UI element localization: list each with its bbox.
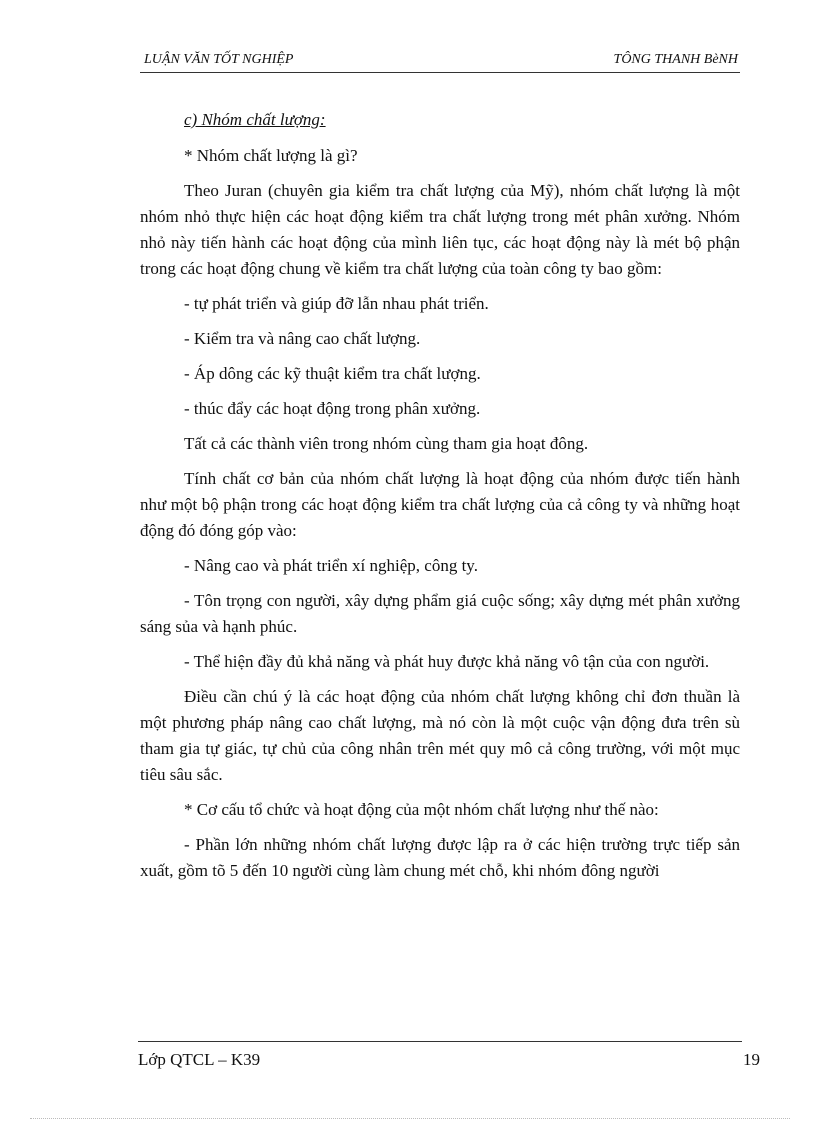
header-author-name: TÔNG THANH BèNH [613,52,738,67]
list-item: - Phần lớn những nhóm chất lượng được lập ra ở các hiện trường trực tiếp sản xuất, gồm tõ 5 đến 10 người cùng làm chung mét chỗ, khi nhóm đông người [140,835,740,880]
body-paragraph: Tính chất cơ bản của nhóm chất lượng là hoạt động của nhóm được tiến hành như một bộ phận trong các hoạt động kiểm tra chất lượng của cả công ty và những hoạt động đó đóng góp vào: [140,469,740,540]
question-paragraph: * Nhóm chất lượng là gì? [184,146,358,165]
page-number: 19 [743,1050,760,1069]
list-item: - Tôn trọng con người, xây dựng phẩm giá cuộc sống; xây dựng mét phân xưởng sáng sủa và hạnh phúc. [140,591,740,636]
footer-divider [138,1041,742,1042]
footer-class-label: Lớp QTCL – K39 [138,1050,261,1069]
question-paragraph: * Cơ cấu tổ chức và hoạt động của một nhóm chất lượng như thế nào: [184,800,659,819]
page-bottom-divider [30,1118,790,1119]
list-item: - Áp dông các kỹ thuật kiểm tra chất lượng. [184,364,481,383]
body-paragraph: Theo Juran (chuyên gia kiểm tra chất lượng của Mỹ), nhóm chất lượng là một nhóm nhỏ thực hiện các hoạt động kiểm tra chất lượng trong mét phân xưởng. Nhóm nhỏ này tiến hành các hoạt động của mình liên tục, các hoạt động này là mét bộ phận trong các hoạt động chung về kiểm tra chất lượng của toàn công ty bao gồm: [140,181,740,278]
document-body [140,107,740,893]
page-header [140,50,740,73]
list-item: - thúc đẩy các hoạt động trong phân xưởng. [184,399,481,418]
body-paragraph: Tất cả các thành viên trong nhóm cùng tham gia hoạt đông. [184,434,589,453]
list-item: - Nâng cao và phát triển xí nghiệp, công ty. [184,556,478,575]
body-paragraph: Điều cần chú ý là các hoạt động của nhóm chất lượng không chỉ đơn thuần là một phương pháp nâng cao chất lượng, mà nó còn là một cuộc vận động đưa trên sù tham gia tự giác, tự chủ của công nhân trên mét quy mô cả công trường, với một mục tiêu sâu sắc. [140,687,740,784]
list-item: - Thể hiện đầy đủ khả năng và phát huy được khả năng vô tận của con người. [184,652,710,671]
header-thesis-title: LUẬN VĂN TỐT NGHIỆP [144,52,294,67]
list-item: - Kiểm tra và nâng cao chất lượng. [184,329,421,348]
section-heading: c) Nhóm chất lượng: [184,110,326,129]
list-item: - tự phát triển và giúp đỡ lẫn nhau phát triển. [184,294,489,313]
